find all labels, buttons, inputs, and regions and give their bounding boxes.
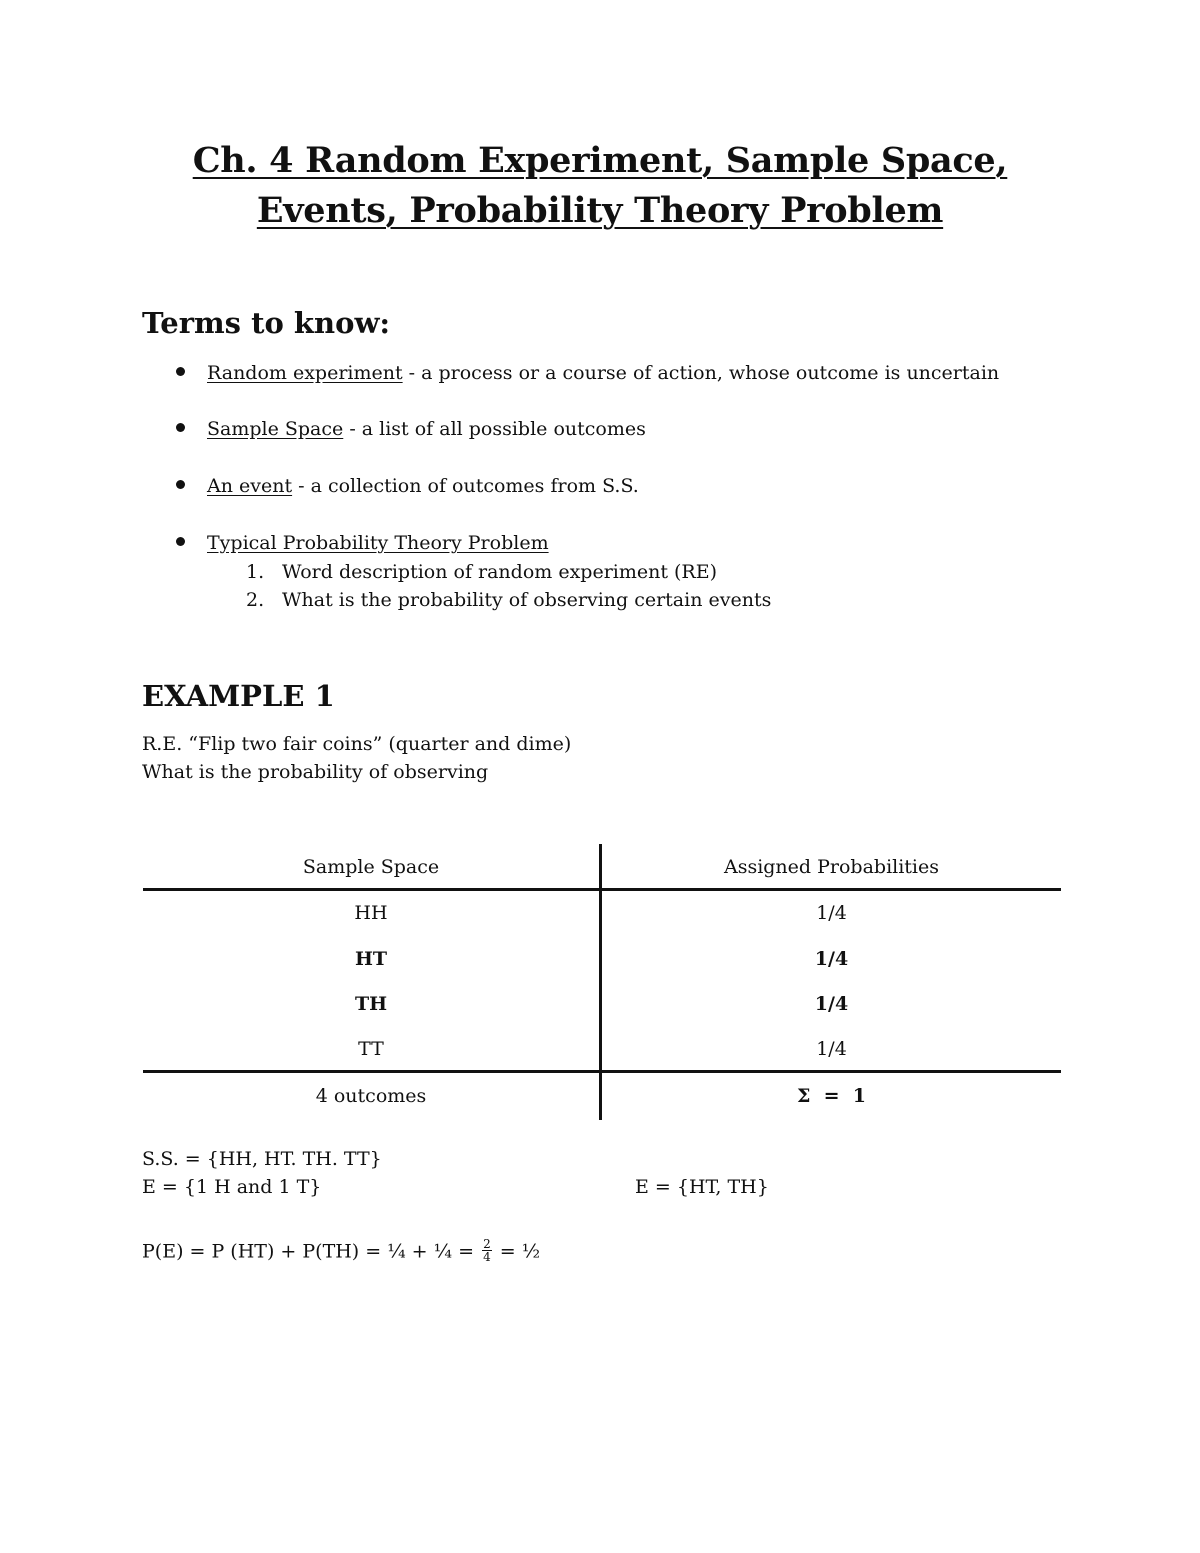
equation-part-1: P(E) = P (HT) + P(TH) = ¼ + ¼ =: [142, 1240, 481, 1263]
event-set: E = {HT, TH}: [635, 1176, 769, 1198]
table-cell-probability: 1/4: [814, 993, 849, 1015]
equation-part-2: = ½: [493, 1240, 541, 1263]
step-text: Word description of random experiment (RE): [282, 561, 718, 583]
fraction-denominator: 4: [483, 1250, 491, 1264]
term-label: Sample Space: [207, 418, 344, 440]
table-cell-outcome: HT: [354, 948, 388, 970]
title-line-1: Ch. 4 Random Experiment, Sample Space,: [192, 140, 1008, 181]
table-header-sample-space: Sample Space: [302, 856, 440, 878]
table-divider-vertical: [599, 844, 602, 1120]
example-line-1: R.E. “Flip two fair coins” (quarter and dime): [142, 733, 572, 755]
table-footer-sum: Σ = 1: [796, 1085, 867, 1107]
term-label: Random experiment: [207, 362, 403, 384]
probability-equation: [142, 1237, 541, 1265]
table-divider-footer: [143, 1070, 1061, 1073]
bullet-icon: [176, 480, 185, 489]
table-divider-header: [143, 888, 1061, 891]
step-text: What is the probability of observing certain events: [282, 589, 772, 611]
title-line-2: Events, Probability Theory Problem: [256, 190, 944, 231]
example-line-2: What is the probability of observing: [142, 761, 489, 783]
term-label: Typical Probability Theory Problem: [207, 532, 549, 554]
event-description: E = {1 H and 1 T}: [142, 1176, 322, 1198]
step-number: 1.: [246, 561, 265, 583]
step-item: [246, 589, 771, 611]
term-item-random-experiment: [176, 362, 999, 384]
table-cell-outcome: TH: [354, 993, 388, 1015]
table-footer-outcomes: 4 outcomes: [315, 1085, 427, 1107]
table-cell-probability: 1/4: [816, 1038, 847, 1060]
step-item: [246, 561, 717, 583]
example-heading: EXAMPLE 1: [142, 679, 335, 713]
term-item-sample-space: [176, 418, 646, 440]
term-item-typical-problem: [176, 532, 549, 554]
table-header-probabilities: Assigned Probabilities: [723, 856, 940, 878]
table-cell-outcome: TT: [358, 1038, 384, 1060]
table-cell-probability: 1/4: [814, 948, 849, 970]
term-definition: - a process or a course of action, whose outcome is uncertain: [402, 362, 1000, 384]
bullet-icon: [176, 367, 185, 376]
term-item-event: [176, 475, 639, 497]
bullet-icon: [176, 423, 185, 432]
term-definition: - a collection of outcomes from S.S.: [292, 475, 639, 497]
fraction-two-fourths: [482, 1238, 492, 1263]
bullet-icon: [176, 537, 185, 546]
table-cell-probability: 1/4: [816, 902, 847, 924]
term-label: An event: [207, 475, 293, 497]
table-cell-outcome: HH: [354, 902, 388, 924]
fraction-numerator: 2: [483, 1237, 491, 1251]
step-number: 2.: [246, 589, 265, 611]
term-definition: - a list of all possible outcomes: [343, 418, 646, 440]
terms-heading: Terms to know:: [142, 306, 391, 340]
sample-space-set: S.S. = {HH, HT. TH. TT}: [142, 1148, 382, 1170]
